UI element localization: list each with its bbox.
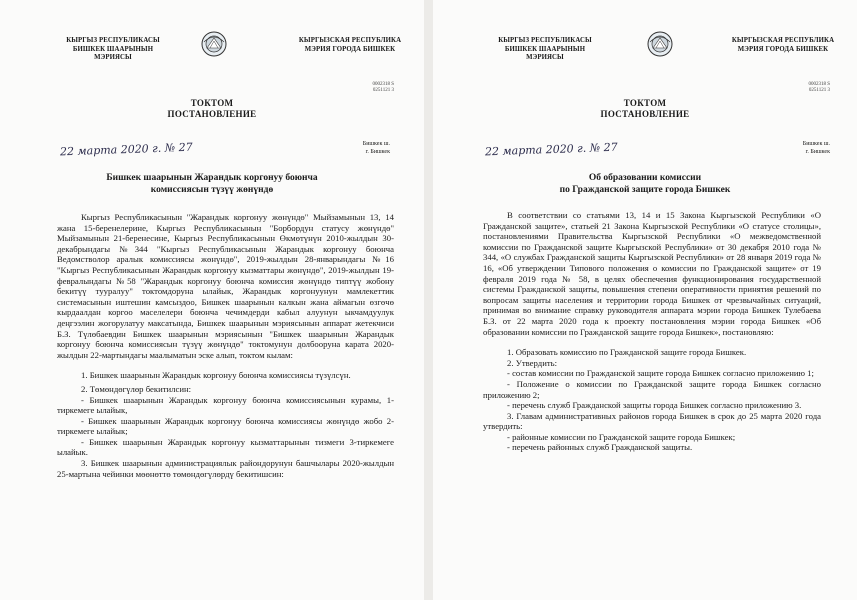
document-type [0,98,424,120]
doc-type-russian: ПОСТАНОВЛЕНИЕ [600,109,690,119]
document-page-russian [433,0,857,600]
header-kyrgyz: КЫРГЫЗ РЕСПУБЛИКАСЫ БИШКЕК ШААРЫНЫН МЭРИЯСЫ [498,37,592,61]
list-item: - Бишкек шаарынын Жарандык коргонуу боюнча комиссиясы жөнүндө жобо 2-тиркемеге ылайык; [57,415,394,437]
list-item: - Бишкек шаарынын Жарандык коргонуу кызматтарынын тизмеги 3-тиркемеге ылайык. [57,436,394,458]
header-russian: КЫРГЫЗСКАЯ РЕСПУБЛИКА МЭРИЯ ГОРОДА БИШКЕК [731,37,835,53]
state-emblem-icon [647,30,673,58]
document-title: Бишкек шаарынын Жарандык коргонуу боюнча комиссиясын түзүү жөнүндө [106,173,318,195]
state-emblem-icon [201,30,227,58]
list-item: - районные комиссии по Гражданской защите города Бишкек; [507,431,736,442]
header-kyrgyz: КЫРГЫЗ РЕСПУБЛИКАСЫ БИШКЕК ШААРЫНЫН МЭРИЯСЫ [66,37,160,61]
document-title: Об образовании комиссии по Гражданской защите города Бишкек [559,173,731,195]
list-item: - состав комиссии по Гражданской защите города Бишкек согласно приложению 1; [507,368,814,379]
header-russian: КЫРГЫЗСКАЯ РЕСПУБЛИКА МЭРИЯ ГОРОДА БИШКЕК [298,37,402,53]
list-item: 3. Главам административных районов города Бишкек в срок до 25 марта 2020 года утвердить: [483,410,821,432]
doc-type-kyrgyz: ТОКТОМ [190,98,234,108]
list-item: - перечень служб Гражданской защиты города Бишкек согласно приложению 3. [507,400,802,411]
list-item: 3. Бишкек шаарынын администрациялык райондорунун башчылары 2020-жылдын 25-мартына чейинки мөөнөттө төмөндөгүлөрдү бекитишсин: [57,458,394,479]
document-body [483,210,821,453]
doc-type-russian: ПОСТАНОВЛЕНИЕ [167,109,257,119]
list-item: 2. Төмөндөгүлөр бекитилсин: [81,383,192,394]
handwritten-date: 22 марта 2020 г. № 27 [484,140,618,159]
handwritten-date: 22 марта 2020 г. № 27 [59,140,193,159]
list-item: - Положение о комиссии по Гражданской защите города Бишкек согласно приложению 2; [483,378,821,400]
document-code: 0002318 S 0251121 3 [372,82,394,93]
doc-type-kyrgyz: ТОКТОМ [623,98,667,108]
place: Бишкек ш. г. Бишкек [362,141,390,155]
list-item: 1. Бишкек шаарынын Жарандык коргонуу боюнча комиссиясы түзүлсүн. [81,370,351,381]
preamble: Кыргыз Республикасынын "Жарандык коргонуу жөнүндө" Мыйзамынын 13, 14 жана 15-беренелерине, Кыргыз Республикасынын "Борбордун статусу жөнүндө" Мыйзамынын 21-беренесине, Кыргыз Республикасынын Өкмөтүнүн 2010-жылдын 30-декабрындагы №344 "Кыргыз Республикасынын Жарандык коргонуу боюнча Ведомстволор аралык комиссиясы жөнүндө", 2019-жылдын 28-январындагы №16 "Кыргыз Республикасынын Жарандык коргонуу кызматтары жөнүндө", 2019-жылдын 19-февралындагы №58 "Жарандык коргонуу боюнча комиссия жөнүндө типтүү жобону бекитүү тууралуу" токтомдоруна ылайык, Жарандык коргонуунун мамлекеттик системасынын иштешин камсыздоо, Бишкек шаарынын калкын жана аймагын өзгөчө кырдаалдан коргоо маселелери боюнча чечимдерди кабыл алуунун ыкчамдуулук деңгээлин жогорулатуу максатында, Бишкек шаарынын мэриясынын аппарат жетекчиси Б.З. Түлөбаевдин Бишкек шаарынын мэриясынын "Бишкек шаарынын Жарандык коргонуу боюнча комиссиясын түзүү жөнүндө" токтомунун долбооруна карата 2020-жылдын 22-мартындагы маалыматын эске алып, токтом кылам: [57,212,394,360]
list-item: 1. Образовать комиссию по Гражданской защите города Бишкек. [507,347,747,358]
list-item: - Бишкек шаарынын Жарандык коргонуу боюнча комиссиясынын курамы, 1-тиркемеге ылайык, [57,394,394,416]
document-page-kyrgyz [0,0,424,600]
place: Бишкек ш. г. Бишкек [802,141,830,155]
list-item: - перечень районных служб Гражданской защиты. [507,442,693,453]
list-item: 2. Утвердить: [507,357,558,368]
page-gutter [424,0,433,600]
document-type [433,98,857,120]
document-code: 0002318 S 0251121 3 [808,82,830,93]
preamble: В соответствии со статьями 13, 14 и 15 Закона Кыргызской Республики «О Гражданской защите», статьей 21 Закона Кыргызской Республики «О статусе столицы», постановлениями Правительства Кыргызской Республики «О межведомственной комиссии по Гражданской защите Кыргызской Республики» от 30 декабря 2010 года № 344, «О службах Гражданской защиты Кыргызской Республики» от 28 января 2019 года № 16, «Об утверждении Типового положения о комиссии по Гражданской защите» от 19 февраля 2019 года № 58, в целях обеспечения функционирования государственной системы Гражданской защиты, повышения степени оперативности принятия решений по вопросам защиты населения и территории города Бишкек от чрезвычайных ситуаций, принимая во внимание справку руководителя аппарата мэрии города Бишкек Тулебаева Б.З. от 22 марта 2020 года к проекту постановления мэрии города Бишкек «Об образовании комиссии по Гражданской защите города Бишкек», постановляю: [483,210,821,337]
document-body [57,212,394,479]
